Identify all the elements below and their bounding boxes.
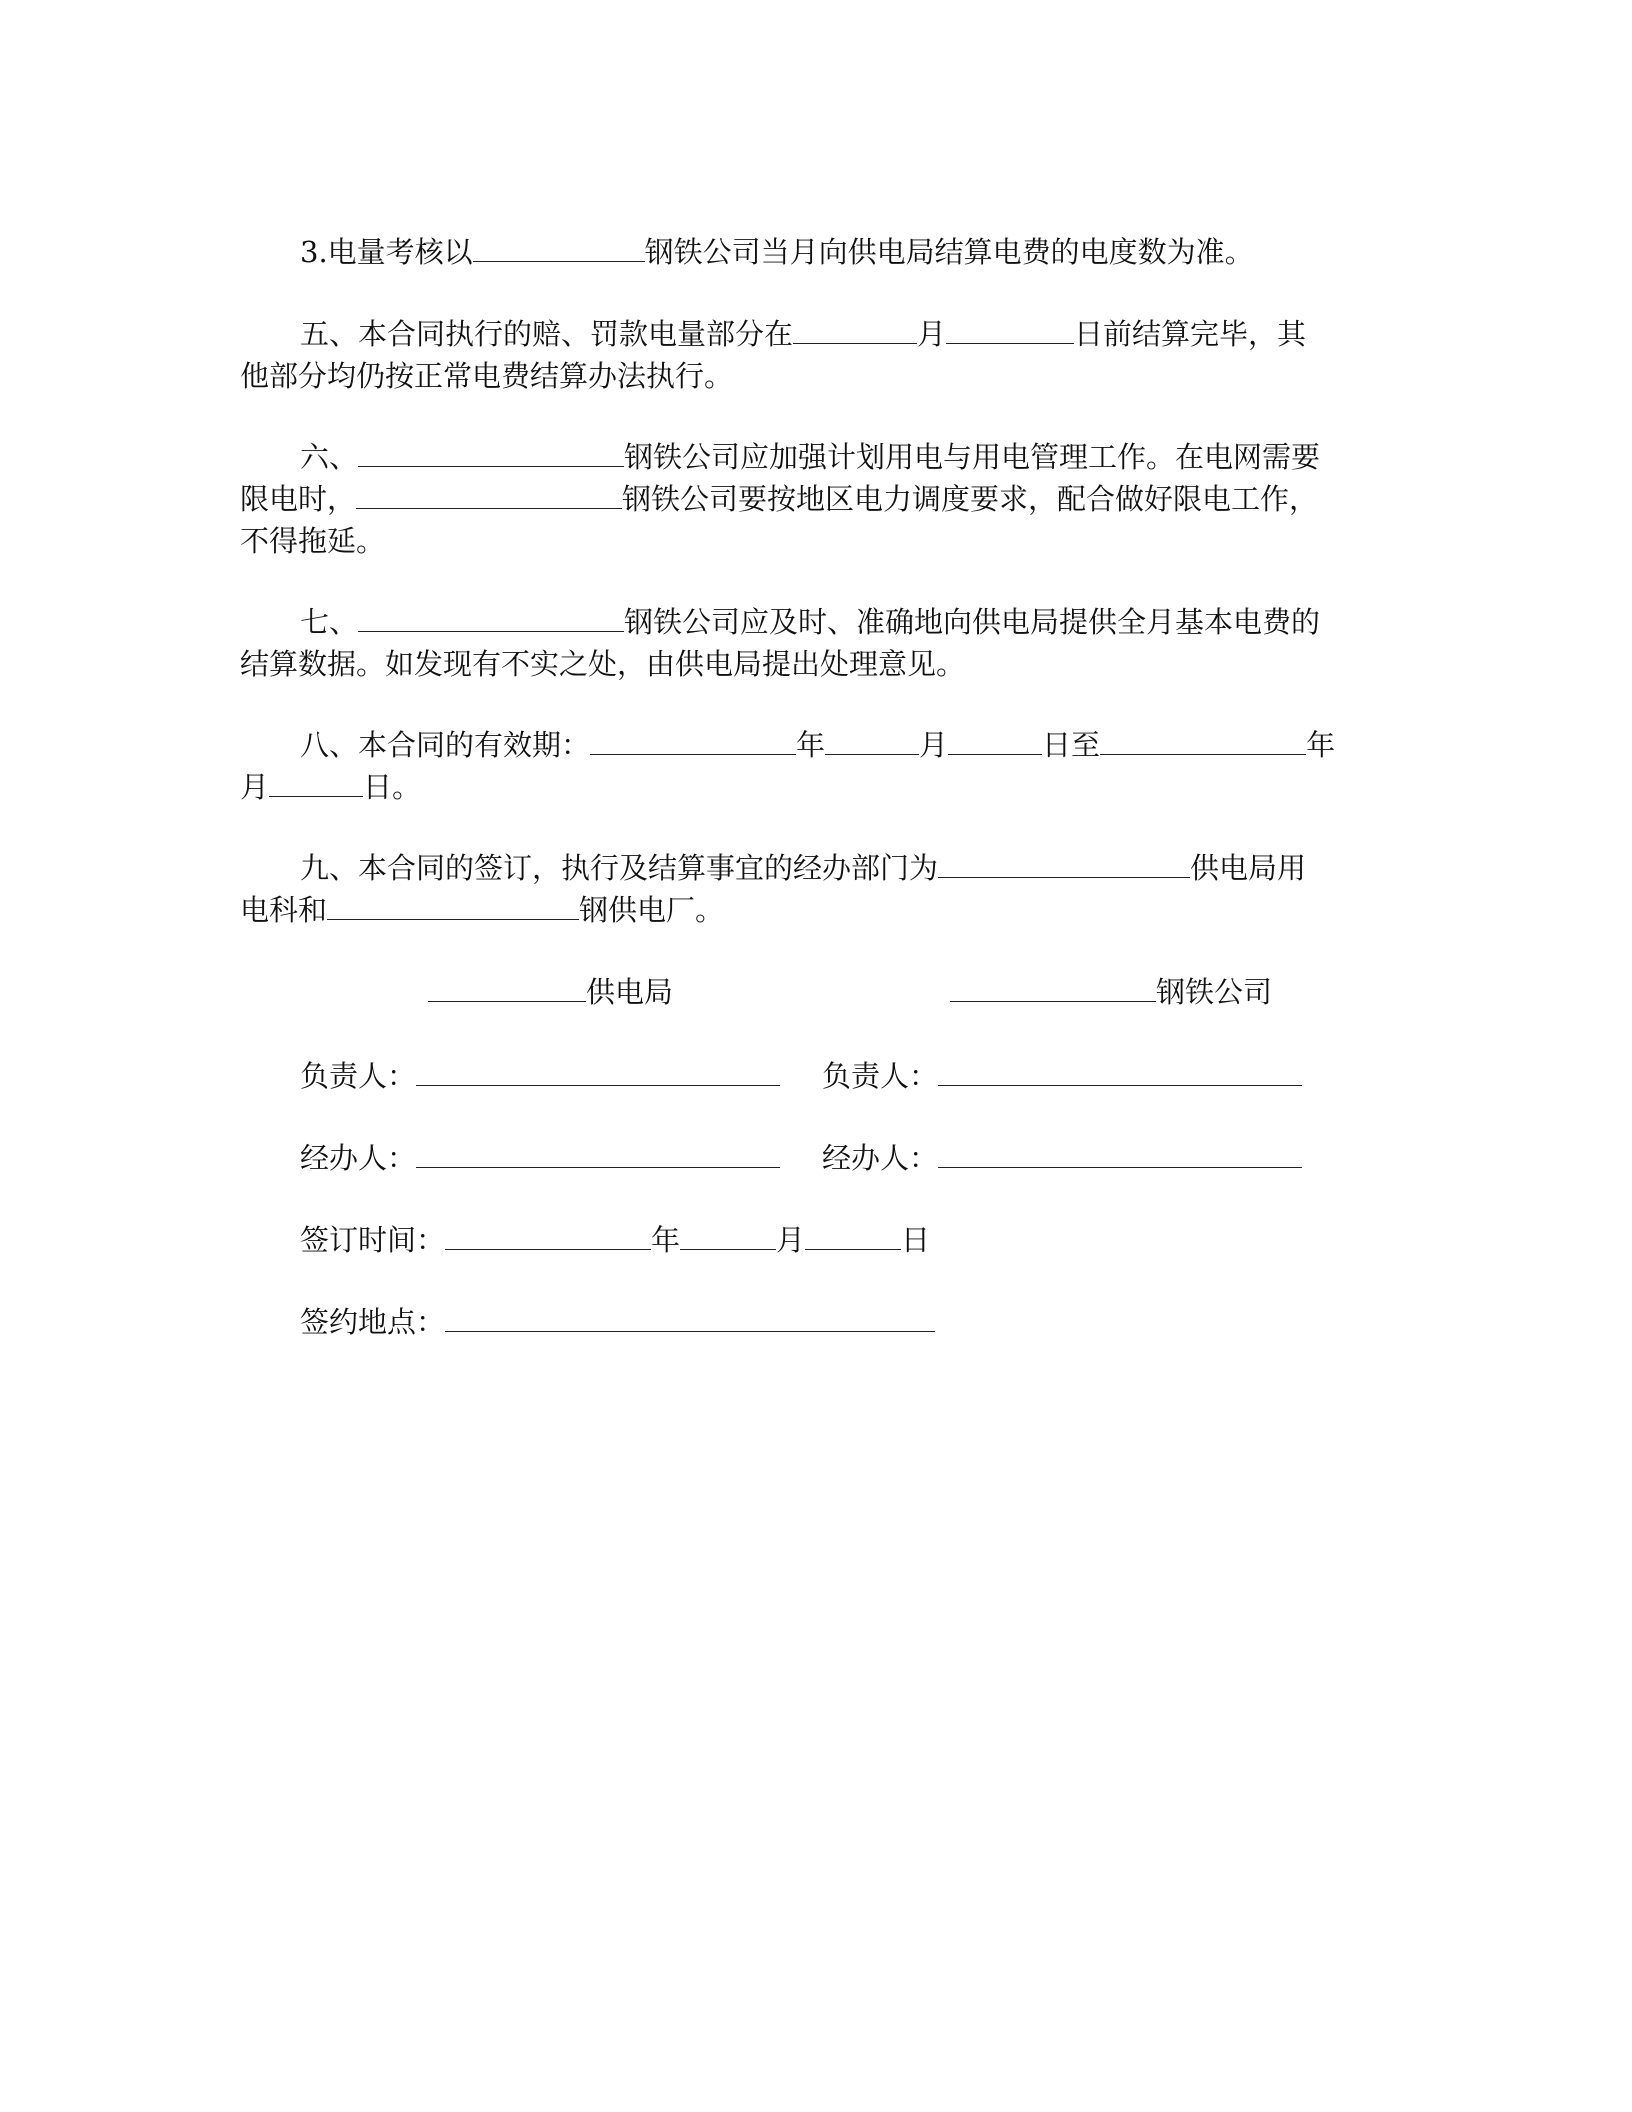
blank-party-a-field[interactable] <box>428 971 586 1002</box>
blank-sign-place-field[interactable] <box>445 1301 935 1332</box>
party-b-name <box>950 970 1272 1014</box>
clause-9-line-2-suffix: 钢供电厂。 <box>579 893 725 927</box>
clause-8-year: 年 <box>796 728 826 762</box>
clause-5-line-2 <box>240 354 733 398</box>
blank-company-field[interactable] <box>358 601 624 632</box>
sign-month: 月 <box>776 1223 806 1257</box>
sign-place <box>300 1300 935 1344</box>
clause-5-month: 月 <box>917 317 947 351</box>
sign-time <box>300 1218 930 1262</box>
clause-9-line-2 <box>240 888 724 932</box>
clause-8-line-2 <box>240 765 421 809</box>
responsible-label: 负责人： <box>822 1059 939 1093</box>
blank-responsible-field[interactable] <box>938 1055 1302 1086</box>
blank-field[interactable] <box>473 231 645 262</box>
blank-month-field[interactable] <box>793 313 917 344</box>
blank-sign-year-field[interactable] <box>445 1219 651 1250</box>
blank-company-field[interactable] <box>356 478 622 509</box>
clause-6-line-2-suffix: 钢铁公司要按地区电力调度要求，配合做好限电工作， <box>622 482 1319 516</box>
blank-handler-field[interactable] <box>938 1137 1302 1168</box>
blank-end-day-field[interactable] <box>269 766 363 797</box>
clause-4-3-prefix: 3.电量考核以 <box>300 235 473 269</box>
clause-9-prefix: 九、本合同的签订，执行及结算事宜的经办部门为 <box>300 851 939 885</box>
blank-end-year-field[interactable] <box>1100 724 1306 755</box>
responsible-label: 负责人： <box>300 1059 417 1093</box>
clause-8-line-1 <box>300 723 1335 767</box>
blank-start-day-field[interactable] <box>948 724 1042 755</box>
party-a-name <box>428 970 673 1014</box>
blank-start-month-field[interactable] <box>825 724 919 755</box>
clause-4-3 <box>300 230 1254 274</box>
blank-handler-field[interactable] <box>416 1137 780 1168</box>
clause-6-line-3-text: 不得拖延。 <box>240 524 386 558</box>
clause-7-line-1-suffix: 钢铁公司应及时、准确地向供电局提供全月基本电费的 <box>624 605 1321 639</box>
clause-6-line-3 <box>240 519 385 563</box>
blank-responsible-field[interactable] <box>416 1055 780 1086</box>
party-a-label: 供电局 <box>586 975 674 1009</box>
blank-sign-day-field[interactable] <box>805 1219 901 1250</box>
clause-9-line-1-suffix: 供电局用 <box>1190 851 1307 885</box>
sign-time-label: 签订时间： <box>300 1223 446 1257</box>
clause-5-suffix: 日前结算完毕，其 <box>1074 317 1307 351</box>
party-a-handler <box>300 1136 780 1180</box>
sign-day: 日 <box>901 1223 931 1257</box>
blank-start-year-field[interactable] <box>590 724 796 755</box>
handler-label: 经办人： <box>300 1141 417 1175</box>
clause-9-line-1 <box>300 846 1306 890</box>
clause-6-line-1-suffix: 钢铁公司应加强计划用电与用电管理工作。在电网需要 <box>624 440 1321 474</box>
clause-5-line-2-text: 他部分均仍按正常电费结算办法执行。 <box>240 359 734 393</box>
clause-7-line-2 <box>240 642 965 686</box>
blank-sign-month-field[interactable] <box>680 1219 776 1250</box>
handler-label: 经办人： <box>822 1141 939 1175</box>
clause-8-prefix: 八、本合同的有效期： <box>300 728 591 762</box>
clause-6-line-2-prefix: 限电时， <box>240 482 357 516</box>
clause-9-line-2-prefix: 电科和 <box>240 893 328 927</box>
clause-7-line-2-text: 结算数据。如发现有不实之处，由供电局提出处理意见。 <box>240 647 966 681</box>
clause-5-line-1 <box>300 312 1306 356</box>
blank-day-field[interactable] <box>946 313 1074 344</box>
blank-department-field[interactable] <box>938 847 1190 878</box>
clause-4-3-suffix: 钢铁公司当月向供电局结算电费的电度数为准。 <box>644 235 1254 269</box>
clause-8-day-to: 日至 <box>1042 728 1101 762</box>
blank-company-field[interactable] <box>358 436 624 467</box>
clause-8-day-2: 日。 <box>363 770 422 804</box>
blank-party-b-field[interactable] <box>950 971 1156 1002</box>
blank-department-field[interactable] <box>327 889 579 920</box>
sign-year: 年 <box>651 1223 681 1257</box>
clause-8-month-2: 月 <box>240 770 270 804</box>
party-a-responsible <box>300 1054 780 1098</box>
clause-5-prefix: 五、本合同执行的赔、罚款电量部分在 <box>300 317 794 351</box>
clause-7-line-1 <box>300 600 1320 644</box>
party-b-label: 钢铁公司 <box>1156 975 1273 1009</box>
party-b-handler <box>822 1136 1302 1180</box>
party-b-responsible <box>822 1054 1302 1098</box>
clause-8-month: 月 <box>919 728 949 762</box>
clause-6-line-1 <box>300 435 1320 479</box>
clause-7-prefix: 七、 <box>300 605 359 639</box>
clause-6-prefix: 六、 <box>300 440 359 474</box>
clause-6-line-2 <box>240 477 1318 521</box>
clause-8-year-2: 年 <box>1306 728 1336 762</box>
sign-place-label: 签约地点： <box>300 1305 446 1339</box>
